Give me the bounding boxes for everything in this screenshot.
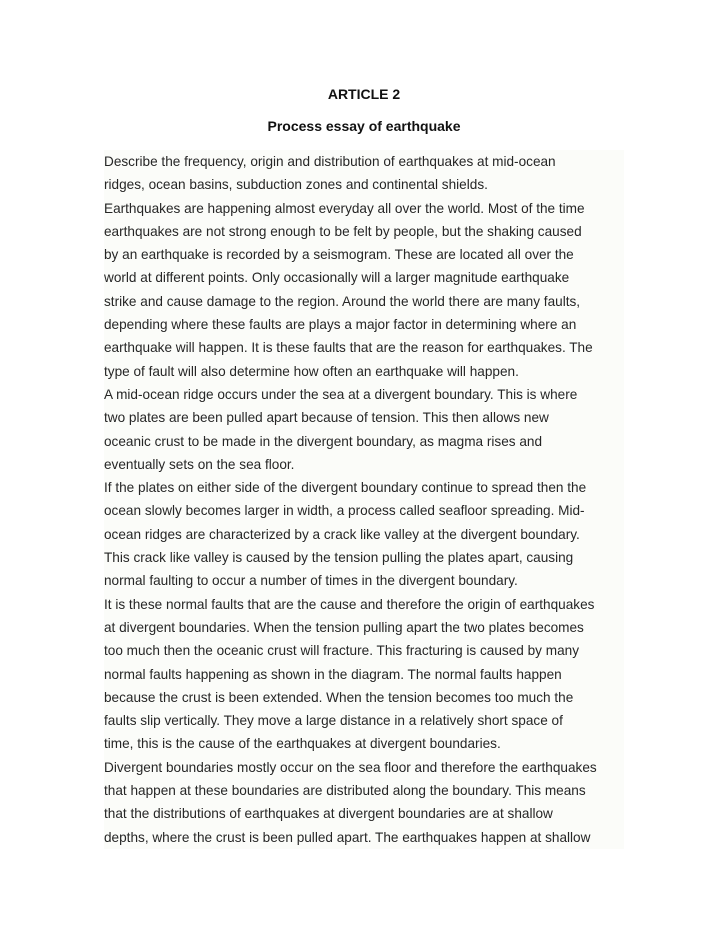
text-line: strike and cause damage to the region. Around the world there are many faults,	[104, 293, 581, 309]
text-line: eventually sets on the sea floor.	[104, 456, 295, 472]
text-line: Earthquakes are happening almost everyday all over the world. Most of the time	[104, 200, 585, 216]
text-line: at divergent boundaries. When the tension pulling apart the two plates becomes	[104, 619, 584, 635]
text-line: depths, where the crust is been pulled apart. The earthquakes happen at shallow	[104, 829, 591, 845]
text-line: ridges, ocean basins, subduction zones and continental shields.	[104, 177, 488, 193]
text-line: two plates are been pulled apart because of tension. This then allows new	[104, 410, 549, 426]
text-line: by an earthquake is recorded by a seismogram. These are located all over the	[104, 247, 574, 263]
text-line: ocean slowly becomes larger in width, a process called seafloor spreading. Mid-	[104, 503, 585, 519]
text-line: earthquake will happen. It is these faults that are the reason for earthquakes. The	[104, 340, 593, 356]
text-line: It is these normal faults that are the cause and therefore the origin of earthquakes	[104, 596, 595, 612]
essay-title: Process essay of earthquake	[267, 118, 461, 134]
text-line: If the plates on either side of the divergent boundary continue to spread then the	[104, 480, 587, 496]
text-line: because the crust is been extended. When the tension becomes too much the	[104, 689, 574, 705]
text-line: ocean ridges are characterized by a crack like valley at the divergent boundary.	[104, 526, 580, 542]
text-line: world at different points. Only occasionally will a larger magnitude earthquake	[104, 270, 570, 286]
text-line: that the distributions of earthquakes at divergent boundaries are at shallow	[104, 806, 553, 822]
text-line: too much then the oceanic crust will fracture. This fracturing is caused by many	[104, 643, 579, 659]
text-line: faults slip vertically. They move a large distance in a relatively short space of	[104, 713, 563, 729]
text-line: earthquakes are not strong enough to be felt by people, but the shaking caused	[104, 223, 582, 239]
text-line: normal faulting to occur a number of times in the divergent boundary.	[104, 573, 518, 589]
text-line: oceanic crust to be made in the divergent boundary, as magma rises and	[104, 433, 543, 449]
article-heading: ARTICLE 2	[327, 86, 401, 102]
text-line: type of fault will also determine how often an earthquake will happen.	[104, 363, 519, 379]
text-line: A mid-ocean ridge occurs under the sea at a divergent boundary. This is where	[104, 386, 578, 402]
text-line: depending where these faults are plays a major factor in determining where an	[104, 317, 577, 333]
text-line: that happen at these boundaries are distributed along the boundary. This means	[104, 783, 586, 799]
text-line: time, this is the cause of the earthquakes at divergent boundaries.	[104, 736, 501, 752]
text-line: normal faults happening as shown in the diagram. The normal faults happen	[104, 666, 562, 682]
text-line: This crack like valley is caused by the tension pulling the plates apart, causing	[104, 550, 574, 566]
essay-body	[104, 150, 624, 849]
text-line: Divergent boundaries mostly occur on the sea floor and therefore the earthquakes	[104, 759, 597, 775]
text-line: Describe the frequency, origin and distribution of earthquakes at mid-ocean	[104, 154, 556, 169]
